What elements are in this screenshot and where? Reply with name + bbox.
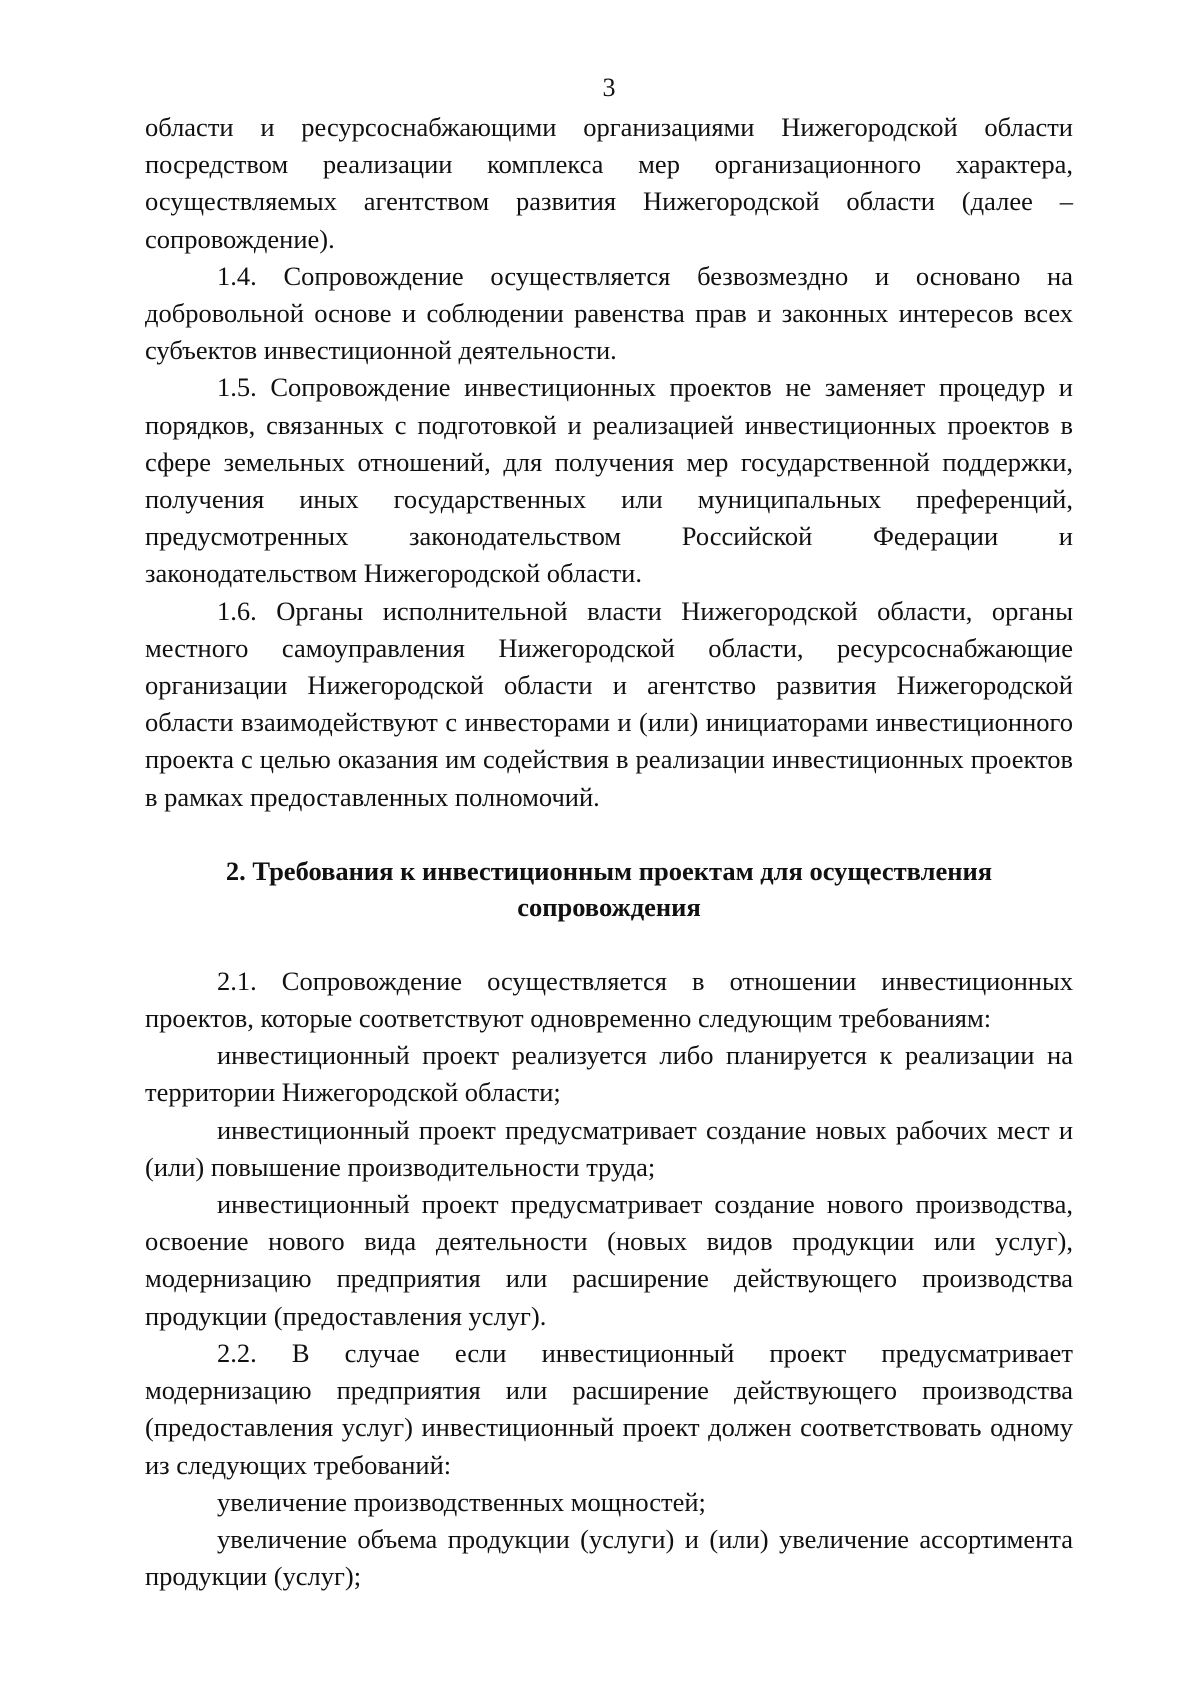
- requirement-territory: инвестиционный проект реализуется либо планируется к реализации на территории Нижегородской области;: [145, 1040, 1073, 1108]
- paragraph-1-5: 1.5. Сопровождение инвестиционных проектов не заменяет процедур и порядков, связанных с подготовкой и реализацией инвестиционных проектов в сфере земельных отношений, для получения мер государственной поддержки, получения иных государственных или муниципальных преференций, предусмотренных законодательством Российской Федерации и законодательством Нижегородской области.: [145, 372, 1073, 589]
- page-number: 3: [602, 73, 616, 102]
- requirement-jobs: инвестиционный проект предусматривает создание новых рабочих мест и (или) повышение производительности труда;: [145, 1114, 1073, 1182]
- list-item-volume: увеличение объема продукции (услуги) и (или) увеличение ассортимента продукции (услуг);: [145, 1523, 1073, 1592]
- document-body: [145, 109, 1073, 1595]
- requirement-production: инвестиционный проект предусматривает создание нового производства, освоение нового вида деятельности (новых видов продукции или услуг), модернизацию предприятия или расширение действующего производства продукции (предоставления услуг).: [145, 1189, 1073, 1331]
- paragraph-2-2: 2.2. В случае если инвестиционный проект предусматривает модернизацию предприятия или расширение действующего производства (предоставления услуг) инвестиционный проект должен соответствовать одному из следующих требований:: [145, 1337, 1073, 1480]
- paragraph-1-6: 1.6. Органы исполнительной власти Нижегородской области, органы местного самоуправления Нижегородской области, ресурсоснабжающие организации Нижегородской области и агентство развития Нижегородской области взаимодействуют с инвесторами и (или) инициаторами инвестиционного проекта с целью оказания им содействия в реализации инвестиционных проектов в рамках предоставленных полномочий.: [145, 595, 1073, 812]
- list-item-capacity: увеличение производственных мощностей;: [217, 1486, 706, 1517]
- section-2-heading: [145, 853, 1073, 925]
- section-2-heading-line-1: 2. Требования к инвестиционным проектам для осуществления: [225, 855, 993, 886]
- section-2-heading-line-2: сопровождения: [517, 891, 701, 922]
- paragraph-2-1: 2.1. Сопровождение осуществляется в отношении инвестиционных проектов, которые соответствуют одновременно следующим требованиям:: [145, 965, 1073, 1034]
- paragraph-1-4: 1.4. Сопровождение осуществляется безвозмездно и основано на добровольной основе и соблюдении равенства прав и законных интересов всех субъектов инвестиционной деятельности.: [145, 260, 1073, 366]
- paragraph-intro-continuation: области и ресурсоснабжающими организациями Нижегородской области посредством реализации комплекса мер организационного характера, осуществляемых агентством развития Нижегородской области (далее – сопровождение).: [145, 112, 1073, 254]
